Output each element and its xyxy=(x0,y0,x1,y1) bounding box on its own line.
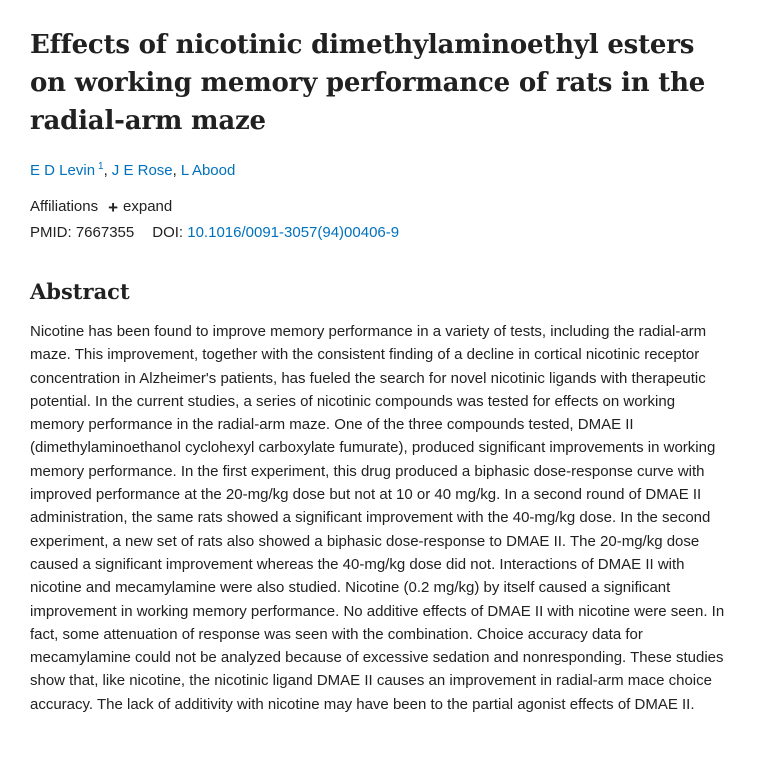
doi-label: DOI: xyxy=(152,224,184,241)
affiliations-row xyxy=(30,196,730,218)
author-link-abood[interactable]: L Abood xyxy=(180,162,236,179)
affiliation-marker[interactable]: 1 xyxy=(98,161,104,172)
affiliations-label: Affiliations xyxy=(30,198,99,215)
plus-icon: + xyxy=(108,197,119,217)
abstract-text: Nicotine has been found to improve memory performance in a variety of tests, including the radial-arm maze. This improvement, together with the consistent finding of a decline in cortical nicotinic receptor concentration in Alzheimer's patients, has fueled the search for novel nicotinic ligands with therapeutic potential. In the current studies, a series of nicotinic compounds was tested for effects on working memory performance in the radial-arm maze. One of the three compounds tested, DMAE II (dimethylaminoethanol cyclohexyl carboxylate fumurate), produced significant improvements in working memory performance. In the first experiment, this drug produced a biphasic dose-response curve with improved performance at the 20-mg/kg dose but not at 10 or 40 mg/kg. In a second round of DMAE II administration, the same rats showed a significant improvement with the 40-mg/kg dose. In the second experiment, a new set of rats also showed a biphasic dose-response to DMAE II. The 20-mg/kg dose caused a significant improvement whereas the 40-mg/kg dose did not. Interactions of DMAE II with nicotine and mecamylamine were also studied. Nicotine (0.2 mg/kg) by itself caused a significant improvement in working memory performance. No additive effects of DMAE II with nicotine were seen. In fact, some attenuation of response was seen with the combination. Choice accuracy data for mecamylamine could not be analyzed because of excessive sedation and nonresponding. These studies show that, like nicotine, the nicotinic ligand DMAE II causes an improvement in radial-arm mace choice accuracy. The lack of additivity with nicotine may have been to the partial agonist effects of DMAE II. xyxy=(30,323,725,713)
doi-link[interactable]: 10.1016/0091-3057(94)00406-9 xyxy=(187,224,400,241)
expand-affiliations-button[interactable] xyxy=(108,196,172,218)
author-separator: , xyxy=(103,162,108,179)
author-link-rose[interactable]: J E Rose xyxy=(111,162,173,179)
expand-label: expand xyxy=(123,198,173,215)
pmid: PMID: 7667355 xyxy=(30,224,135,241)
abstract-heading: Abstract xyxy=(30,279,130,304)
article-title: Effects of nicotinic dimethylaminoethyl esters on working memory performance of rats in the radial-arm maze xyxy=(30,30,706,136)
author-link-levin[interactable]: E D Levin xyxy=(30,162,96,179)
identifiers-row xyxy=(30,222,730,244)
author-separator: , xyxy=(172,162,177,179)
author-list xyxy=(30,156,730,182)
